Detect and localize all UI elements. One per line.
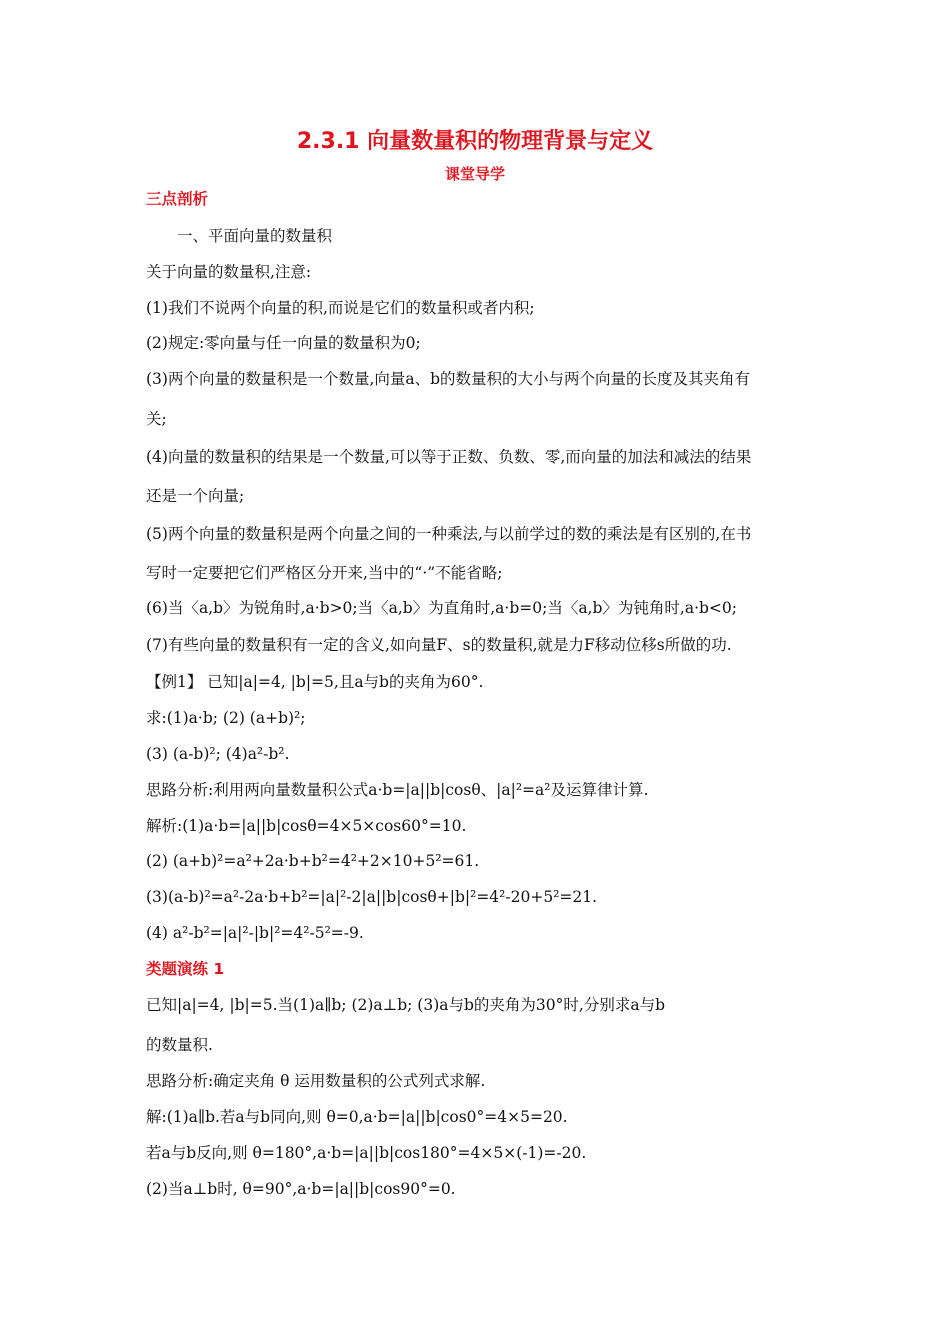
text-line: (3)两个向量的数量积是一个数量,向量a、b的数量积的大小与两个向量的长度及其夹角有 bbox=[146, 370, 751, 388]
subsection-heading: 一、平面向量的数量积 bbox=[177, 227, 333, 245]
text-line: 求:(1)a·b; (2) (a+b)²; bbox=[146, 709, 306, 727]
section-heading-practice: 类题演练 1 bbox=[146, 960, 225, 978]
example-heading: 【例1】 已知|a|=4, |b|=5,且a与b的夹角为60°. bbox=[146, 673, 484, 691]
text-line: 已知|a|=4, |b|=5.当(1)a∥b; (2)a⊥b; (3)a与b的夹角为30°时,分别求a与b bbox=[146, 996, 665, 1014]
text-line: (2)当a⊥b时, θ=90°,a·b=|a||b|cos90°=0. bbox=[146, 1180, 456, 1198]
section-heading-analysis: 三点剖析 bbox=[146, 190, 209, 208]
text-line: (3)(a-b)²=a²-2a·b+b²=|a|²-2|a||b|cosθ+|b|²=4²-20+5²=21. bbox=[146, 888, 598, 906]
text-line: 思路分析:利用两向量数量积公式a·b=|a||b|cosθ、|a|²=a²及运算律计算. bbox=[146, 781, 649, 799]
text-line: 写时一定要把它们严格区分开来,当中的“·”不能省略; bbox=[146, 564, 503, 582]
document-title: 2.3.1 向量数量积的物理背景与定义 bbox=[296, 129, 654, 154]
text-line: (2) (a+b)²=a²+2a·b+b²=4²+2×10+5²=61. bbox=[146, 852, 480, 870]
text-line: 关于向量的数量积,注意: bbox=[146, 263, 312, 281]
text-line: (7)有些向量的数量积有一定的含义,如向量F、s的数量积,就是力F移动位移s所做的功. bbox=[146, 636, 732, 654]
text-line: (4)向量的数量积的结果是一个数量,可以等于正数、负数、零,而向量的加法和减法的结果 bbox=[146, 448, 752, 466]
text-line: (2)规定:零向量与任一向量的数量积为0; bbox=[146, 334, 421, 352]
text-line: 解:(1)a∥b.若a与b同向,则 θ=0,a·b=|a||b|cos0°=4×5=20. bbox=[146, 1108, 568, 1126]
text-line: (5)两个向量的数量积是两个向量之间的一种乘法,与以前学过的数的乘法是有区别的,在书 bbox=[146, 525, 752, 543]
text-line: (6)当〈a,b〉为锐角时,a·b>0;当〈a,b〉为直角时,a·b=0;当〈a,b〉为钝角时,a·b<0; bbox=[146, 599, 737, 617]
text-line: (1)我们不说两个向量的积,而说是它们的数量积或者内积; bbox=[146, 299, 535, 317]
text-line: 的数量积. bbox=[146, 1036, 213, 1054]
text-line: 还是一个向量; bbox=[146, 487, 245, 505]
text-line: 思路分析:确定夹角 θ 运用数量积的公式列式求解. bbox=[146, 1072, 486, 1090]
text-line: 若a与b反向,则 θ=180°,a·b=|a||b|cos180°=4×5×(-1)=-20. bbox=[146, 1144, 587, 1162]
text-line: (4) a²-b²=|a|²-|b|²=4²-5²=-9. bbox=[146, 924, 364, 942]
document-subtitle: 课堂导学 bbox=[444, 165, 505, 183]
text-line: 解析:(1)a·b=|a||b|cosθ=4×5×cos60°=10. bbox=[146, 817, 467, 835]
text-line: 关; bbox=[146, 410, 167, 428]
text-line: (3) (a-b)²; (4)a²-b². bbox=[146, 745, 290, 763]
